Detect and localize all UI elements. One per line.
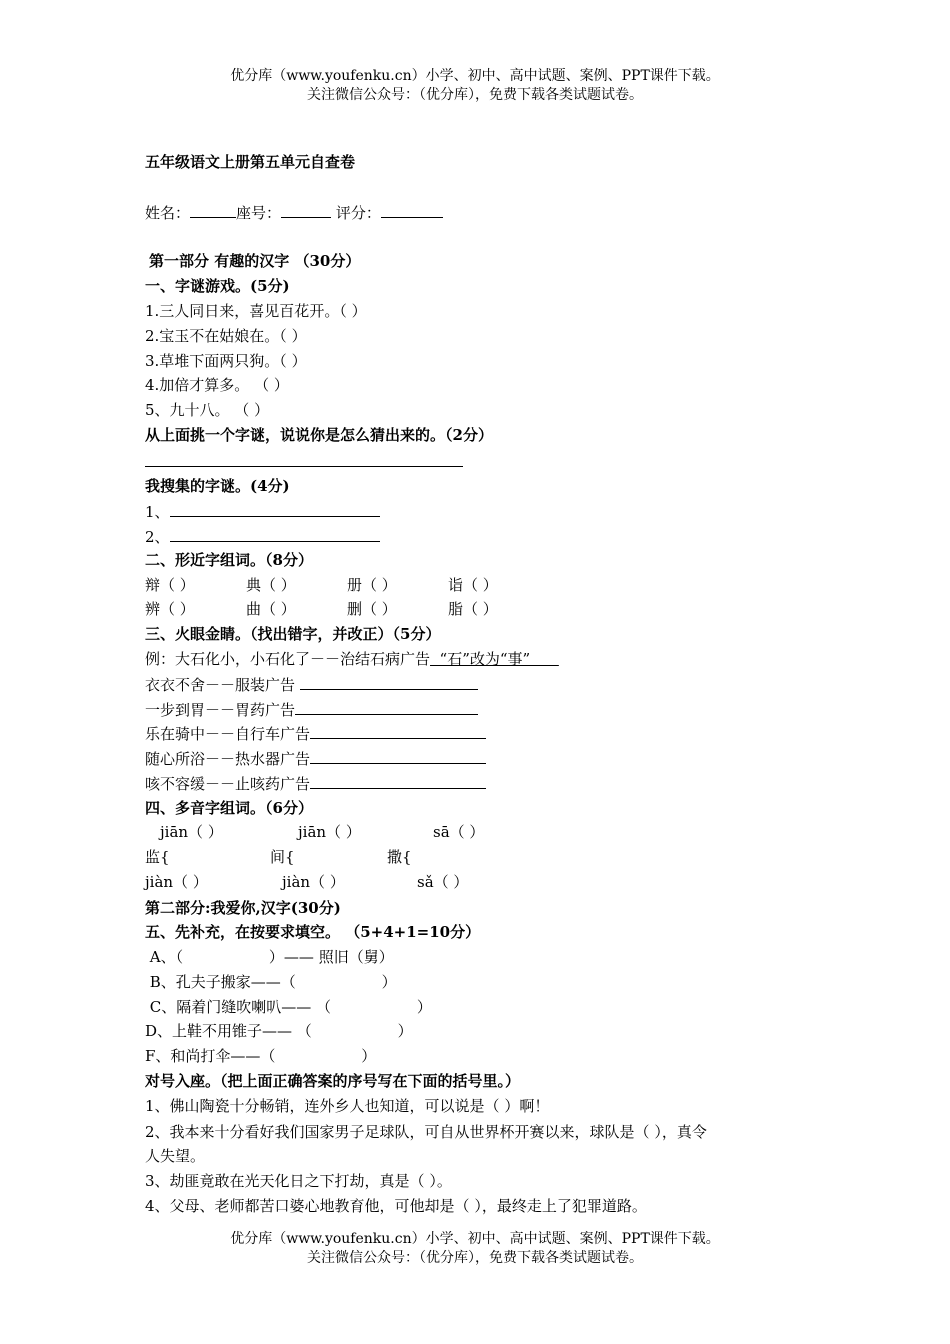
xiehouyu-item: D、上鞋不用锥子—— （ ）	[145, 1022, 413, 1040]
correction-blank[interactable]	[300, 673, 478, 690]
pinyin-top-row	[160, 821, 484, 843]
correction-row	[145, 722, 486, 745]
footer-line-2: 关注微信公众号：（优分库），免费下载各类试题试卷。	[307, 1250, 643, 1266]
polyphone-char-row	[145, 846, 412, 868]
seat-label: 座号：	[236, 204, 282, 222]
section5-heading: 五、先补充，在按要求填空。 （5+4+1=10分）	[145, 923, 481, 941]
collected-riddle-blank[interactable]	[170, 500, 380, 517]
similar-char-item: 诣（ ）	[448, 576, 498, 594]
correction-row	[145, 673, 478, 696]
riddle-item: 1.三人同日来，喜见百花开。（ ）	[145, 302, 367, 320]
riddle-item: 3.草堆下面两只狗。（ ）	[145, 352, 307, 370]
similar-char-item: 册（ ）	[347, 576, 397, 594]
similar-char-item: 典（ ）	[246, 576, 296, 594]
match-heading: 对号入座。（把上面正确答案的序号写在下面的括号里。）	[145, 1072, 521, 1090]
ad-slogan: 随心所浴－－热水器广告	[145, 750, 311, 768]
correction-blank[interactable]	[295, 698, 478, 715]
ad-slogan: 衣衣不舍－－服装广告	[145, 676, 296, 694]
ad-slogan: 一步到胃－－胃药广告	[145, 701, 296, 719]
similar-char-item: 曲（ ）	[246, 600, 296, 618]
pinyin-item: jiān（ ）	[298, 823, 361, 841]
collected-riddle-number: 1、	[145, 503, 170, 521]
collected-riddle-number: 2、	[145, 528, 170, 546]
header-line-2: 关注微信公众号：（优分库），免费下载各类试题试卷。	[307, 87, 643, 103]
similar-char-item: 辨（ ）	[145, 600, 195, 618]
ad-slogan: 咳不容缓－－止咳药广告	[145, 775, 311, 793]
match-item: 2、我本来十分看好我们国家男子足球队，可自从世界杯开赛以来，球队是（ ），真令	[145, 1123, 707, 1141]
riddle-item: 4.加倍才算多。 （ ）	[145, 376, 289, 394]
correction-row	[145, 698, 478, 721]
pinyin-item: sā（ ）	[433, 823, 485, 841]
similar-char-item: 辩（ ）	[145, 576, 195, 594]
pinyin-item: jiān（ ）	[160, 823, 223, 841]
riddle-explain-answer-line[interactable]	[145, 466, 463, 467]
footer-line-1: 优分库（www.youfenku.cn）小学、初中、高中试题、案例、PPT课件下载。	[230, 1231, 720, 1247]
page-title: 五年级语文上册第五单元自查卷	[145, 153, 356, 171]
match-item-continued: 人失望。	[145, 1147, 206, 1165]
similar-char-item: 删（ ）	[347, 600, 397, 618]
collected-riddles-heading: 我搜集的字谜。(4分)	[145, 477, 290, 495]
collected-riddle-blank[interactable]	[170, 525, 380, 542]
collected-riddle-row	[145, 525, 380, 548]
xiehouyu-item: C、隔着门缝吹喇叭—— （ ）	[145, 998, 432, 1016]
similar-char-row-1	[145, 574, 498, 596]
header-line-1: 优分库（www.youfenku.cn）小学、初中、高中试题、案例、PPT课件下载。	[230, 68, 720, 84]
match-item: 3、劫匪竟敢在光天化日之下打劫，真是（ ）。	[145, 1172, 452, 1190]
example-text: 例：大石化小，小石化了－－治结石病广告	[145, 650, 431, 668]
polyphone-char: 监{	[145, 848, 170, 866]
pinyin-bottom-row	[145, 871, 468, 893]
part1-heading: 第一部分 有趣的汉字 （30分）	[149, 252, 361, 270]
xiehouyu-item: F、和尚打伞——（ ）	[145, 1047, 377, 1065]
name-label: 姓名：	[145, 204, 191, 222]
score-label: 评分：	[335, 204, 381, 222]
collected-riddle-row	[145, 500, 380, 523]
correction-blank[interactable]	[310, 722, 486, 739]
match-item: 4、父母、老师都苦口婆心地教育他，可他却是（ ），最终走上了犯罪道路。	[145, 1197, 647, 1215]
correction-blank[interactable]	[310, 747, 486, 764]
student-info-row	[145, 201, 443, 224]
riddle-explain-prompt: 从上面挑一个字谜，说说你是怎么猜出来的。（2分）	[145, 426, 493, 444]
pinyin-item: jiàn（ ）	[282, 873, 345, 891]
correction-blank[interactable]	[310, 772, 486, 789]
similar-char-row-2	[145, 598, 498, 620]
riddle-item: 5、九十八。 （ ）	[145, 401, 270, 419]
correction-example	[145, 648, 559, 670]
pinyin-item: sǎ（ ）	[417, 873, 469, 891]
section1-heading: 一、字谜游戏。(5分)	[145, 277, 290, 295]
correction-row	[145, 772, 486, 795]
correction-row	[145, 747, 486, 770]
ad-slogan: 乐在骑中－－自行车广告	[145, 725, 311, 743]
section2-heading: 二、形近字组词。（8分）	[145, 551, 313, 569]
section4-heading: 四、多音字组词。（6分）	[145, 799, 313, 817]
xiehouyu-item: A、（ ）—— 照旧（舅）	[145, 948, 394, 966]
polyphone-char: 撒{	[387, 848, 412, 866]
part2-heading: 第二部分:我爱你,汉字(30分)	[145, 899, 341, 917]
match-item: 1、佛山陶瓷十分畅销，连外乡人也知道，可以说是（ ）啊！	[145, 1097, 550, 1115]
name-blank[interactable]	[190, 201, 236, 218]
pinyin-item: jiàn（ ）	[145, 873, 208, 891]
riddle-item: 2.宝玉不在姑娘在。（ ）	[145, 327, 307, 345]
section3-heading: 三、火眼金睛。（找出错字，并改正）（5分）	[145, 625, 441, 643]
similar-char-item: 脂（ ）	[448, 600, 498, 618]
example-answer: “石”改为“事”	[430, 650, 559, 668]
xiehouyu-item: B、孔夫子搬家——（ ）	[145, 973, 397, 991]
seat-blank[interactable]	[281, 201, 331, 218]
polyphone-char: 间{	[270, 848, 295, 866]
score-blank[interactable]	[381, 201, 443, 218]
